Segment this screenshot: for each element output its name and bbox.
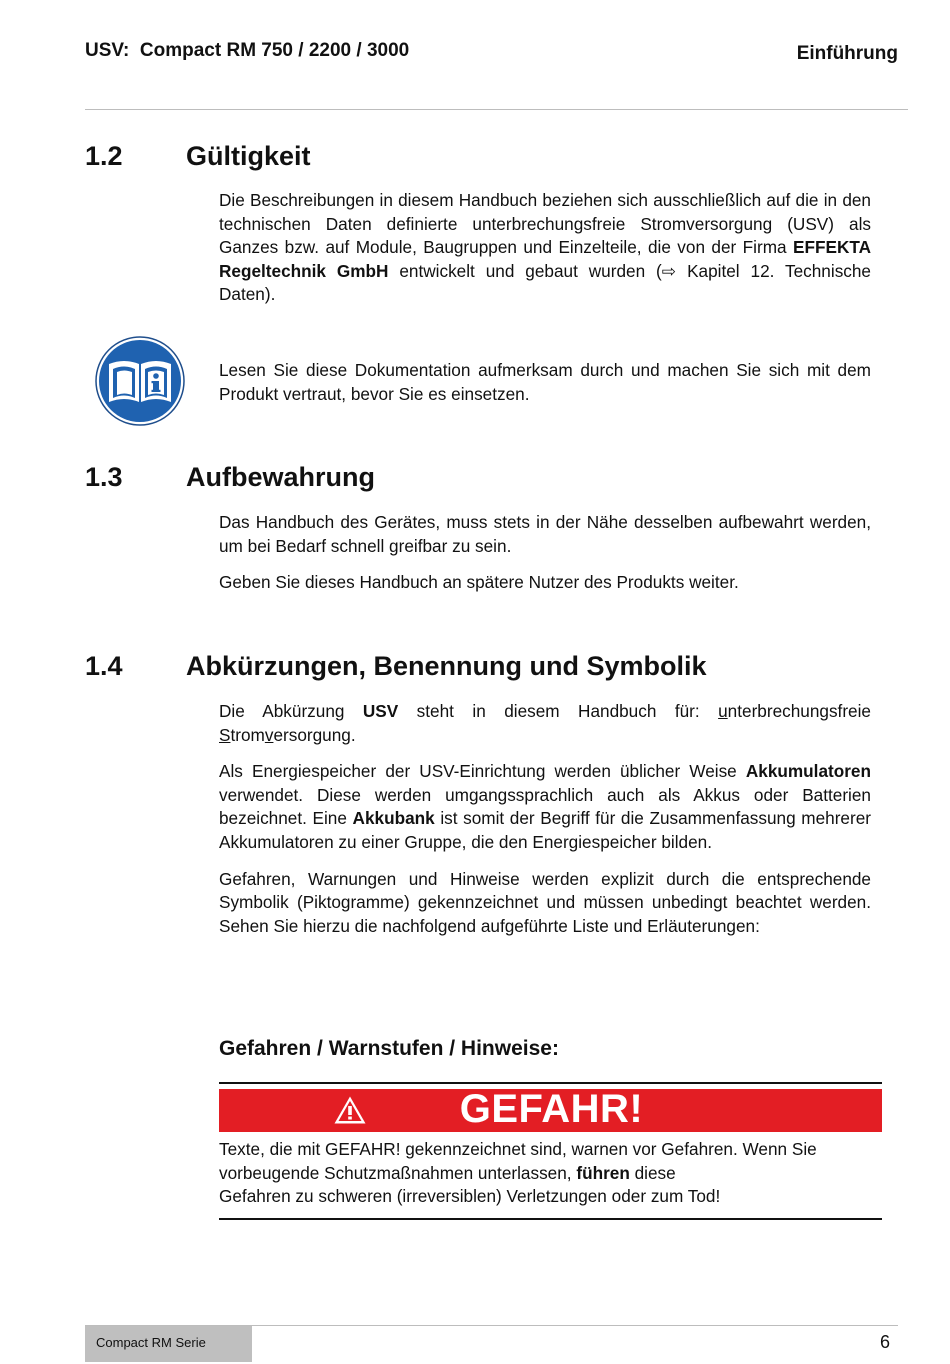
info-note [219,359,871,419]
chapter-title: Einführung [796,43,898,64]
section-title-validity: Gültigkeit [186,141,311,171]
section-title-storage: Aufbewahrung [186,462,375,492]
section-number-1-3: 1.3 [85,462,123,492]
page-number: 6 [879,1332,890,1352]
footer-series-label: Compact RM Serie [96,1335,206,1350]
term-akkumulatoren: Akkumulatoren [745,761,871,782]
danger-label: GEFAHR! [459,1087,644,1131]
reference-arrow-icon: ⇨ [661,260,677,281]
footer-series-box [85,1326,252,1362]
section-1-4-body [219,700,871,951]
section-number-1-2: 1.2 [85,141,123,171]
validity-paragraph: Die Beschreibungen in diesem Handbuch beziehen sich ausschließlich auf die in den technischen Daten definierte unterbrechungsfreie Stromversorgung (USV) als Ganzes bzw. auf Module, Baugruppen und Einzelteile, die von der Firma EFFEKTA Regeltechnik GmbH entwickelt und gebaut wurden (⇨ Kapitel 12. Technische Daten). [219,190,871,305]
danger-banner [219,1089,882,1132]
company-name: EFFEKTA Regeltechnik GmbH [219,237,871,281]
warnings-heading: Gefahren / Warnstufen / Hinweise: [219,1037,559,1060]
danger-description: Texte, die mit GEFAHR! gekennzeichnet sind, warnen vor Gefahren. Wenn Sie vorbeugende Schutzmaßnahmen unterlassen, führen diese Gefahren zu schweren (irreversiblen) Verletzungen oder zum Tod! [219,1139,817,1207]
term-akkubank: Akkubank [352,808,435,829]
document-title: USV: Compact RM 750 / 2200 / 3000 [85,40,410,61]
info-note-text: Lesen Sie diese Dokumentation aufmerksam durch und machen Sie sich mit dem Produkt vertraut, bevor Sie es einsetzen. [219,360,871,404]
energy-storage-paragraph: Als Energiespeicher der USV-Einrichtung werden üblicher Weise Akkumulatoren verwendet. Diese werden umgangssprachlich auch als Akkus oder Batterien bezeichnet. Eine Akkubank ist somit der Begriff für die Zusammenfassung mehrerer Akkumulatoren zu einer Gruppe, die den Energiespeicher bilden. [219,761,871,852]
danger-bottom-rule [219,1218,882,1220]
section-title-abbreviations: Abkürzungen, Benennung und Symbolik [186,651,707,681]
danger-emphasis: führen [576,1162,630,1183]
symbols-paragraph: Gefahren, Warnungen und Hinweise werden explizit durch die entsprechende Symbolik (Piktogramme) gekennzeichnet und müssen unbedingt beachtet werden. Sehen Sie hierzu die nachfolgend aufgeführte Liste und Erläuterungen: [219,868,871,936]
section-number-1-4: 1.4 [85,651,123,681]
storage-paragraph-1: Das Handbuch des Gerätes, muss stets in der Nähe desselben aufbewahrt werden, um bei Bedarf schnell greifbar zu sein. [219,512,871,556]
page-header [85,40,898,70]
book-info-icon [95,336,185,426]
section-1-2-body [219,189,871,320]
danger-top-rule [219,1082,882,1084]
storage-paragraph-2: Geben Sie dieses Handbuch an spätere Nutzer des Produkts weiter. [219,572,739,593]
header-divider [85,109,908,110]
abbreviation-term: USV [362,701,399,721]
abbreviation-paragraph: Die Abkürzung USV steht in diesem Handbuch für: unterbrechungsfreie Stromversorgung. [219,701,871,745]
section-1-3-body [219,511,871,608]
